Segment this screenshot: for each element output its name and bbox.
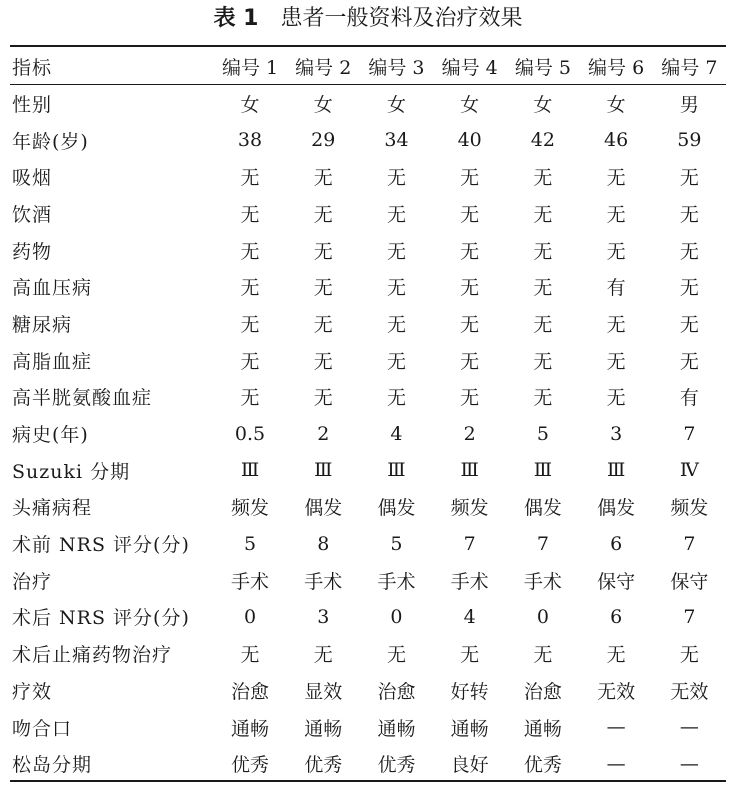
table-cell: 手术 [450, 570, 489, 593]
table-cell: 7 [683, 422, 696, 445]
table-cell: 女 [460, 93, 480, 116]
row-label: 术后止痛药物治疗 [12, 644, 173, 667]
table-cell: 无 [606, 240, 626, 263]
table-cell: 有 [679, 387, 699, 410]
table-cell: 手术 [231, 570, 270, 593]
table-cell: 女 [313, 93, 333, 116]
table-cell: 29 [311, 129, 336, 152]
row-label: 疗效 [12, 680, 53, 703]
table-cell: 2 [463, 422, 476, 445]
table-cell: — [606, 752, 626, 775]
table-cell: 无 [533, 240, 553, 263]
table-cell: 通畅 [304, 717, 343, 740]
table-cell: 无 [460, 387, 480, 410]
table-cell: 无 [460, 203, 480, 226]
table-cell: 通畅 [523, 717, 562, 740]
table-cell: Ⅲ [460, 459, 479, 482]
table-row [10, 709, 726, 746]
table-cell: 无 [679, 203, 699, 226]
table-cell: 无 [386, 277, 406, 300]
table-body [10, 85, 726, 782]
table-cell: 无 [460, 644, 480, 667]
table-cell: 无 [313, 350, 333, 373]
row-label: 术前 NRS 评分(分) [12, 534, 190, 557]
table-cell: 无 [386, 387, 406, 410]
table-cell: 7 [536, 532, 549, 555]
table-cell: 无 [240, 203, 260, 226]
table-cell: 42 [530, 129, 555, 152]
table-row [10, 268, 726, 305]
column-header: 编号 5 [514, 56, 571, 79]
table-caption [0, 4, 736, 34]
table-cell: 4 [390, 422, 403, 445]
table-cell: 无 [606, 350, 626, 373]
table-cell: 优秀 [304, 754, 343, 777]
table-cell: 无 [313, 313, 333, 336]
table-cell: 无 [606, 644, 626, 667]
table-cell: 无效 [597, 680, 636, 703]
table-cell: 无 [240, 387, 260, 410]
table-cell: 通畅 [377, 717, 416, 740]
table-row [10, 305, 726, 342]
table-cell: Ⅳ [679, 459, 699, 482]
table-cell: 4 [463, 605, 476, 628]
table-cell: 无 [240, 350, 260, 373]
table-cell: 优秀 [523, 754, 562, 777]
table-cell: 7 [683, 532, 696, 555]
patient-data-table [10, 47, 726, 782]
table-cell: 良好 [450, 754, 489, 777]
row-label: Suzuki 分期 [12, 460, 131, 483]
table-cell: 无 [460, 240, 480, 263]
row-label: 吸烟 [12, 167, 53, 190]
table-cell: 无 [313, 644, 333, 667]
table-cell: — [679, 716, 699, 739]
table-cell: 无 [679, 313, 699, 336]
row-label: 年龄(岁) [12, 130, 89, 153]
table-cell: 通畅 [231, 717, 270, 740]
row-label: 病史(年) [12, 424, 89, 447]
table-cell: 0 [536, 605, 549, 628]
table-cell: 40 [457, 129, 482, 152]
table-cell: 女 [606, 93, 626, 116]
row-label: 治疗 [12, 570, 53, 593]
table-cell: 无 [386, 644, 406, 667]
table-cell: 无 [386, 350, 406, 373]
table-cell: 男 [679, 93, 699, 116]
table-row [10, 379, 726, 416]
table-cell: 手术 [377, 570, 416, 593]
table-row [10, 158, 726, 195]
table-cell: 手术 [304, 570, 343, 593]
table-number: 表 1 [213, 6, 259, 31]
table-cell: 偶发 [523, 497, 562, 520]
table-cell: Ⅲ [533, 459, 553, 482]
table-cell: 无 [240, 313, 260, 336]
table-cell: 0.5 [234, 422, 266, 445]
table-cell: 3 [317, 605, 330, 628]
table-cell: 无 [313, 387, 333, 410]
table-cell: 7 [683, 605, 696, 628]
table-cell: 无 [386, 167, 406, 190]
table-cell: 偶发 [597, 497, 636, 520]
column-header: 编号 3 [368, 56, 425, 79]
table-cell: 无 [240, 167, 260, 190]
table-cell: 5 [243, 532, 257, 555]
table-cell: 无 [679, 167, 699, 190]
row-label: 吻合口 [12, 717, 73, 740]
table-cell: 女 [386, 93, 406, 116]
table-cell: 6 [610, 605, 623, 628]
column-header: 编号 1 [221, 56, 279, 79]
table-cell: 无 [386, 240, 406, 263]
table-cell: 无 [460, 313, 480, 336]
column-header: 编号 4 [441, 56, 498, 79]
table-cell: 无 [313, 167, 333, 190]
table-cell: 无 [533, 203, 553, 226]
row-label: 高血压病 [12, 277, 93, 300]
table-cell: 治愈 [523, 680, 562, 703]
header-row [10, 47, 726, 85]
table-cell: 无 [679, 644, 699, 667]
table-row [10, 489, 726, 526]
table-cell: 保守 [670, 570, 709, 593]
table-row [10, 672, 726, 709]
table-cell: 无 [533, 277, 553, 300]
table-cell: 8 [317, 532, 330, 555]
table-cell: — [606, 716, 626, 739]
table-cell: 显效 [304, 680, 343, 703]
table-row [10, 745, 726, 782]
table-cell: 无 [533, 387, 553, 410]
table-cell: 5 [390, 532, 403, 555]
table-cell: 好转 [450, 680, 489, 703]
table-cell: 有 [606, 277, 626, 300]
table-cell: 无 [606, 167, 626, 190]
table-cell: 无 [313, 240, 333, 263]
table-cell: 0 [390, 605, 403, 628]
table-cell: 5 [536, 422, 549, 445]
table-cell: 0 [243, 605, 257, 628]
table-row [10, 85, 726, 122]
table-cell: 无 [240, 644, 260, 667]
row-label: 糖尿病 [12, 313, 73, 336]
row-label: 高半胱氨酸血症 [12, 387, 153, 410]
table-row [10, 452, 726, 489]
table-cell: Ⅲ [606, 459, 626, 482]
table-cell: 手术 [523, 570, 562, 593]
table-cell: 无 [679, 277, 699, 300]
table-row [10, 195, 726, 232]
table-cell: — [679, 752, 699, 775]
row-label: 药物 [12, 240, 53, 263]
table-cell: 频发 [231, 497, 270, 520]
table-cell: 无 [533, 167, 553, 190]
column-header: 编号 7 [661, 56, 718, 79]
row-label: 术后 NRS 评分(分) [12, 607, 190, 630]
row-label: 头痛病程 [12, 497, 93, 520]
table-cell: 无 [313, 203, 333, 226]
row-label: 高脂血症 [12, 350, 93, 373]
table-cell: 优秀 [377, 754, 416, 777]
table-cell: 无 [460, 277, 480, 300]
table-title: 患者一般资料及治疗效果 [280, 6, 523, 31]
table-cell: 38 [237, 129, 263, 152]
table-cell: 无 [606, 387, 626, 410]
table-cell: 无 [386, 203, 406, 226]
table-cell: 偶发 [304, 497, 343, 520]
table-cell: 无 [606, 203, 626, 226]
table-row [10, 342, 726, 379]
table-cell: 7 [463, 532, 476, 555]
column-header: 编号 6 [588, 56, 645, 79]
table-cell: 59 [677, 129, 702, 152]
table-cell: 无 [313, 277, 333, 300]
table-cell: 优秀 [231, 754, 270, 777]
table-cell: 通畅 [450, 717, 489, 740]
table-row [10, 562, 726, 599]
table-cell: 治愈 [231, 680, 270, 703]
row-label: 性别 [12, 93, 53, 116]
table-cell: Ⅲ [240, 459, 260, 482]
table-cell: 6 [610, 532, 623, 555]
table-cell: 女 [533, 93, 553, 116]
table-row [10, 415, 726, 452]
table-cell: Ⅲ [387, 459, 406, 482]
table-row [10, 635, 726, 672]
table-cell: 无 [533, 644, 553, 667]
table-cell: 治愈 [377, 680, 416, 703]
table-cell: 无 [679, 240, 699, 263]
table-cell: 频发 [670, 497, 709, 520]
table-cell: 无 [679, 350, 699, 373]
table-cell: 女 [240, 93, 260, 116]
table-cell: 无 [533, 313, 553, 336]
row-label: 饮酒 [12, 203, 53, 226]
table-cell: 3 [610, 422, 623, 445]
table-cell: 无 [386, 313, 406, 336]
table-cell: 2 [317, 422, 330, 445]
header-label-cell: 指标 [12, 56, 53, 79]
table-cell: 无 [533, 350, 553, 373]
table-row [10, 525, 726, 562]
table-row [10, 232, 726, 269]
table-cell: 46 [604, 129, 629, 152]
table-row [10, 122, 726, 159]
table-cell: Ⅲ [314, 459, 333, 482]
table-row [10, 599, 726, 636]
table-cell: 无效 [670, 680, 709, 703]
table-cell: 无 [240, 240, 260, 263]
column-header: 编号 2 [295, 56, 352, 79]
row-label: 松岛分期 [12, 754, 93, 777]
table-cell: 无 [460, 167, 480, 190]
table-cell: 34 [384, 129, 409, 152]
table-cell: 保守 [597, 570, 636, 593]
table-cell: 无 [460, 350, 480, 373]
table-cell: 偶发 [377, 497, 416, 520]
table-cell: 无 [240, 277, 260, 300]
table-cell: 无 [606, 313, 626, 336]
table-cell: 频发 [450, 497, 489, 520]
